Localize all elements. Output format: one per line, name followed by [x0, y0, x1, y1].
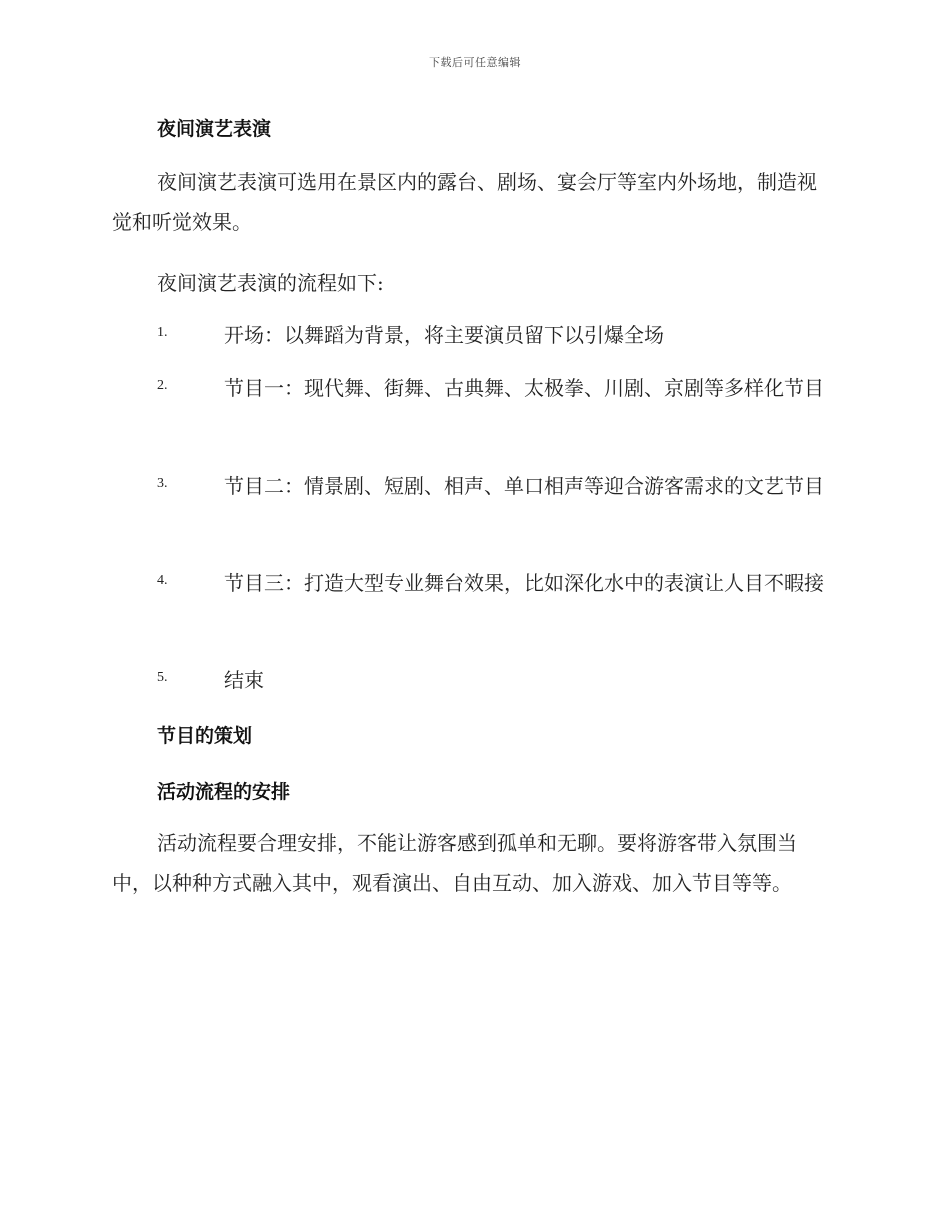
list-item-text: 开场：以舞蹈为背景，将主要演员留下以引爆全场	[224, 323, 664, 347]
section-heading-program-planning: 节目的策划	[157, 725, 253, 747]
list-item	[112, 563, 834, 603]
list-item-text: 节目一：现代舞、街舞、古典舞、太极拳、川剧、京剧等多样化节目	[224, 376, 824, 400]
activity-flow-paragraph: 活动流程要合理安排，不能让游客感到孤单和无聊。要将游客带入氛围当中，以种种方式融入其中，观看演出、自由互动、加入游戏、加入节目等等。	[112, 831, 797, 895]
intro-paragraph: 夜间演艺表演可选用在景区内的露台、剧场、宴会厅等室内外场地，制造视觉和听觉效果。	[112, 170, 817, 234]
list-item-number: 4.	[157, 573, 168, 588]
section-heading-activity-flow: 活动流程的安排	[157, 781, 291, 803]
list-item-number: 1.	[157, 325, 168, 340]
list-item-text: 节目二：情景剧、短剧、相声、单口相声等迎合游客需求的文艺节目	[224, 474, 824, 498]
list-item-text: 结束	[224, 668, 264, 692]
list-item-number: 5.	[157, 670, 168, 685]
list-item-text: 节目三：打造大型专业舞台效果，比如深化水中的表演让人目不暇接	[224, 571, 824, 595]
list-item	[112, 466, 834, 506]
list-item	[112, 368, 834, 408]
list-item-number: 2.	[157, 378, 168, 393]
list-item	[112, 315, 834, 355]
section-heading-night-performance: 夜间演艺表演	[157, 118, 272, 140]
flow-label: 夜间演艺表演的流程如下:	[157, 271, 384, 295]
page-header: 下载后可任意编辑	[429, 56, 521, 69]
list-item-number: 3.	[157, 476, 168, 491]
list-item	[112, 660, 834, 700]
